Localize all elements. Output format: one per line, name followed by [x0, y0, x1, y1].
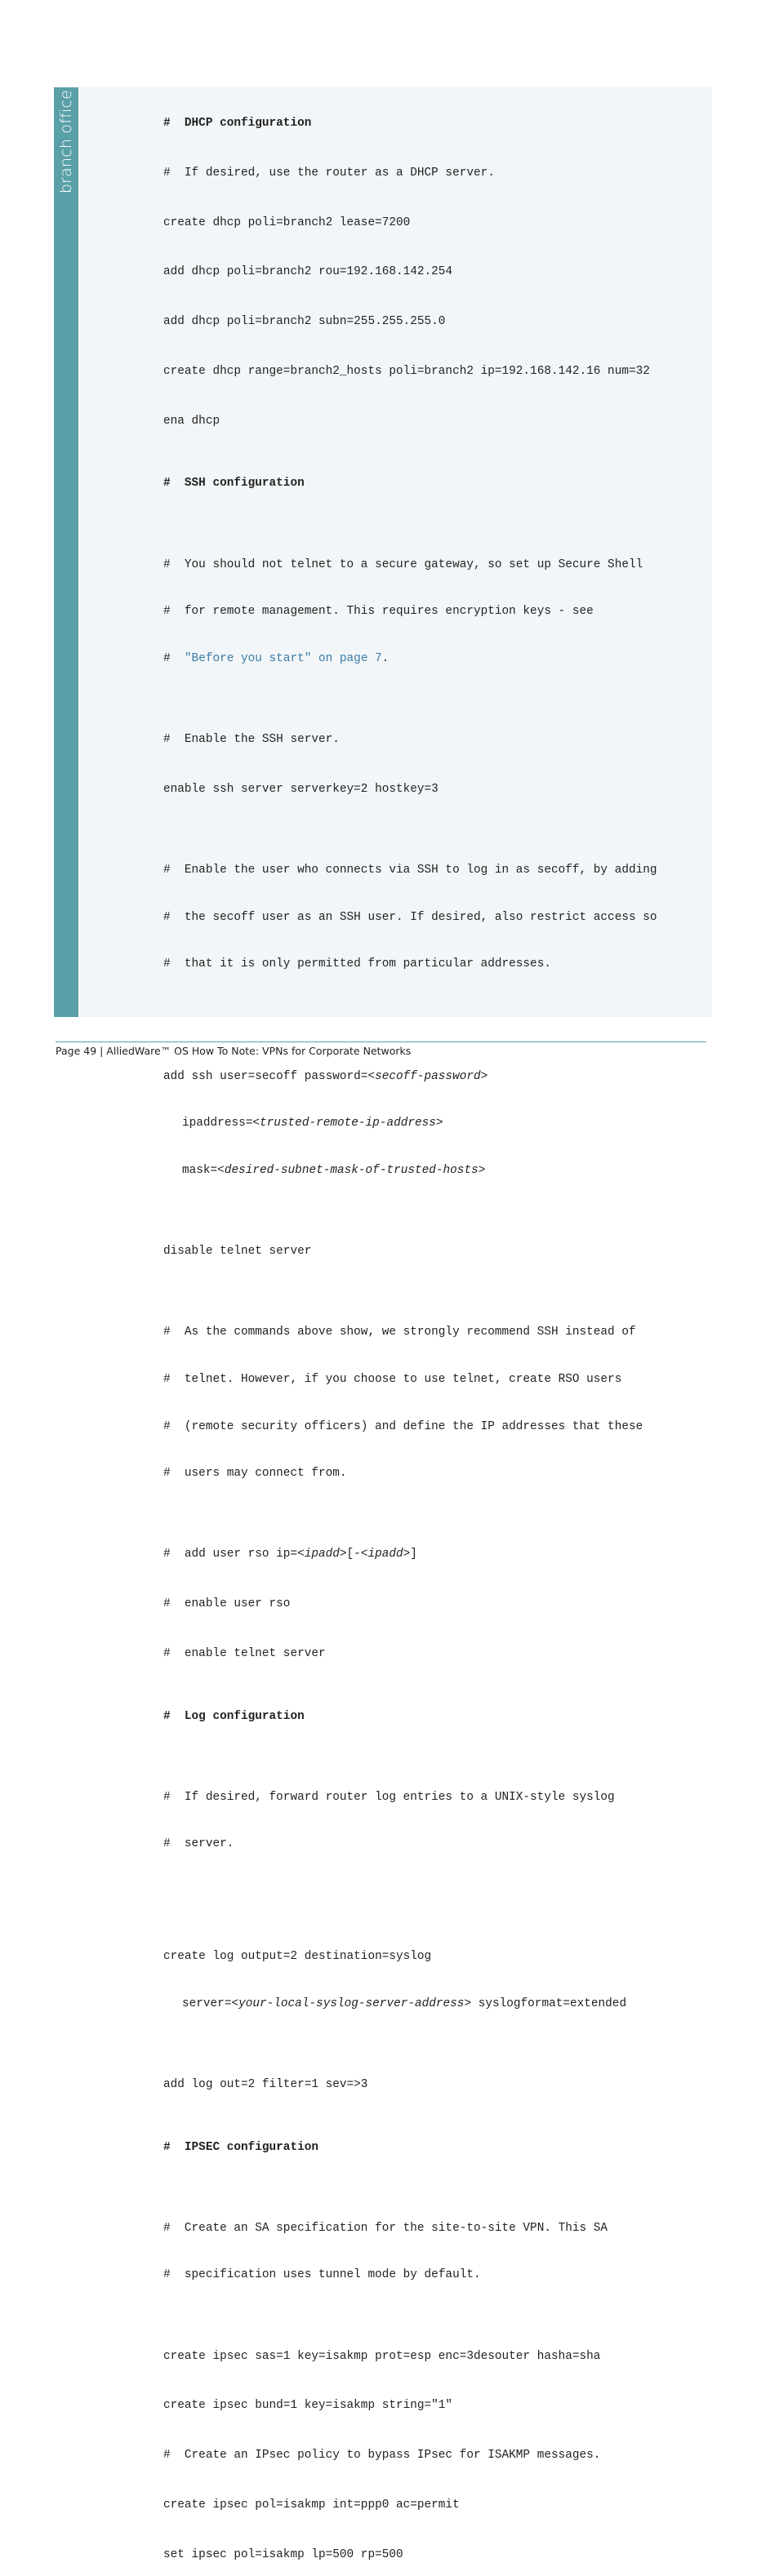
comment-line: # specification uses tunnel mode by default.	[163, 2268, 481, 2282]
comment-block	[163, 1758, 709, 1884]
comment-block	[163, 2189, 709, 2315]
section-heading-ssh: # SSH configuration	[163, 477, 305, 491]
comment-line: # enable telnet server	[163, 1646, 326, 1660]
comment-line: # "Before you start" on page 7.	[163, 651, 390, 665]
config-script	[163, 87, 709, 2576]
placeholder-parameter: ipadd	[304, 1548, 340, 1561]
section-heading-log: # Log configuration	[163, 1709, 305, 1723]
sidebar-band	[54, 87, 78, 1017]
placeholder-parameter: desired-subnet-mask-of-trusted-hosts	[224, 1163, 479, 1177]
comment-line: # As the commands above show, we strongly recommend SSH instead of	[163, 1326, 636, 1339]
comment-line: # Create an IPsec policy to bypass IPsec for ISAKMP messages.	[163, 2449, 601, 2463]
command-line: create dhcp poli=branch2 lease=7200	[163, 215, 411, 229]
command-line: add dhcp poli=branch2 subn=255.255.255.0	[163, 315, 446, 329]
cross-reference-link[interactable]: "Before you start" on page 7	[184, 651, 382, 665]
command-line: add ssh user=secoff password=<secoff-password>	[163, 1069, 488, 1083]
command-line: enable ssh server serverkey=2 hostkey=3	[163, 782, 438, 796]
command-line: create ipsec sas=1 key=isakmp prot=esp enc=3desouter hasha=sha	[163, 2349, 601, 2363]
placeholder-parameter: secoff-password	[375, 1069, 481, 1083]
sidebar-section-label: branch office	[57, 90, 75, 194]
placeholder-parameter: your-local-syslog-server-address	[238, 1996, 465, 2010]
comment-line: # Enable the user who connects via SSH to log in as secoff, by adding	[163, 864, 657, 877]
command-line: create ipsec pol=isakmp int=ppp0 ac=permit	[163, 2498, 460, 2512]
command-continuation: ipaddress=<trusted-remote-ip-address>	[182, 1117, 443, 1130]
comment-line: # telnet. However, if you choose to use telnet, create RSO users	[163, 1372, 622, 1386]
page-footer: Page 49 | AlliedWare™ OS How To Note: VPNs for Corporate Networks	[56, 1045, 412, 1057]
comment-line: # users may connect from.	[163, 1467, 347, 1481]
command-line: create dhcp range=branch2_hosts poli=branch2 ip=192.168.142.16 num=32	[163, 364, 650, 378]
sidebar-section-label-wrap	[54, 91, 78, 206]
command-line: add log out=2 filter=1 sev=>3	[163, 2077, 368, 2091]
comment-line: # If desired, use the router as a DHCP server.	[163, 166, 495, 180]
ssh-user-command	[163, 1037, 709, 1210]
command-line: add dhcp poli=branch2 rou=192.168.142.254	[163, 265, 453, 279]
command-line: ena dhcp	[163, 414, 220, 428]
placeholder-parameter: ipadd	[367, 1548, 403, 1561]
command-line: disable telnet server	[163, 1245, 312, 1259]
comment-block	[163, 526, 709, 698]
comment-line: # (remote security officers) and define the IP addresses that these	[163, 1419, 643, 1433]
comment-block	[163, 832, 709, 1004]
comment-line: # for remote management. This requires encryption keys - see	[163, 605, 594, 619]
comment-line: # If desired, forward router log entries to a UNIX-style syslog	[163, 1790, 615, 1804]
command-line: create ipsec bund=1 key=isakmp string="1"	[163, 2399, 453, 2413]
comment-block	[163, 1294, 709, 1513]
command-continuation: mask=<desired-subnet-mask-of-trusted-hosts>	[182, 1163, 486, 1177]
placeholder-parameter: trusted-remote-ip-address	[260, 1117, 436, 1130]
log-output-command	[163, 1918, 709, 2044]
section-heading-dhcp: # DHCP configuration	[163, 117, 312, 130]
comment-line: # the secoff user as an SSH user. If desired, also restrict access so	[163, 910, 657, 924]
dhcp-heading-block	[163, 116, 709, 131]
command-line: set ipsec pol=isakmp lp=500 rp=500	[163, 2547, 403, 2561]
comment-line: # server.	[163, 1837, 234, 1851]
comment-line: # enable user rso	[163, 1597, 291, 1611]
command-line: create log output=2 destination=syslog	[163, 1950, 432, 1964]
section-heading-ipsec: # IPSEC configuration	[163, 2140, 318, 2154]
comment-line: # You should not telnet to a secure gateway, so set up Secure Shell	[163, 557, 643, 571]
comment-line: # Enable the SSH server.	[163, 733, 340, 747]
comment-line: # add user rso ip=<ipadd>[-<ipadd>]	[163, 1548, 417, 1561]
command-continuation: server=<your-local-syslog-server-address> syslogformat=extended	[182, 1996, 627, 2010]
comment-line: # Create an SA specification for the site-to-site VPN. This SA	[163, 2221, 608, 2235]
comment-line: # that it is only permitted from particular addresses.	[163, 957, 551, 971]
